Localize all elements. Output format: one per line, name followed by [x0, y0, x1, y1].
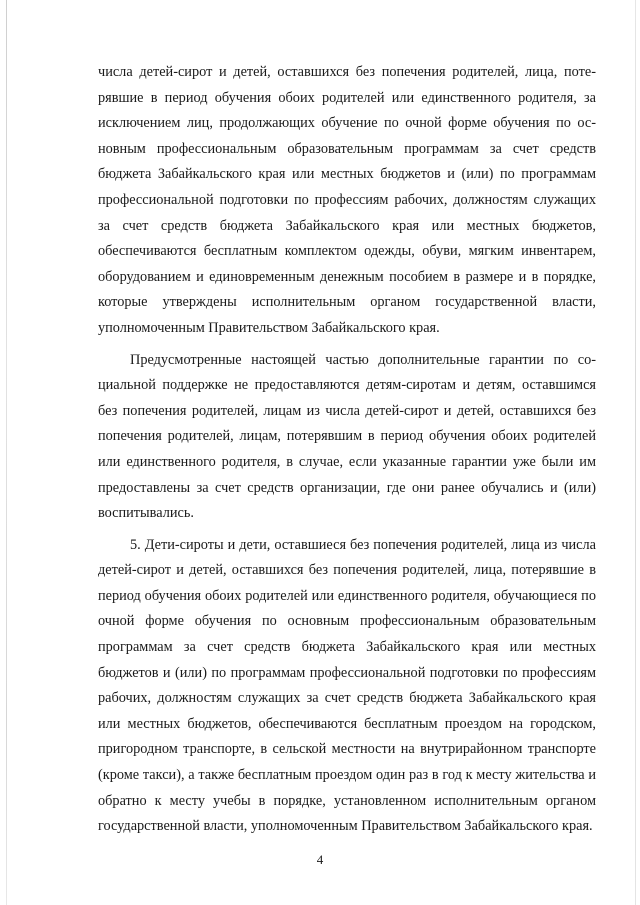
scan-edge-left [6, 0, 7, 905]
paragraph-continuation: числа детей-сирот и детей, оставшихся без попечения родителей, лица, потерявшие в период обучения обоих родителей или единственного родителя, за исключением лиц, продолжающих обучение по очной форме обучения по основным профессиональным образовательным программам за счет средств бюджета Забайкальского края или местных бюджетов и (или) по программам профессиональной подготовки по профессиям рабочих, должностям служащих за счет средств бюджета Забайкальского края или местных бюджетов, обеспечиваются бесплатным комплектом одежды, обуви, мягким инвентарем, оборудованием и единовременным денежным пособием в размере и в порядке, которые утверждены исполнительным органом государственной власти, уполномоченным Правительством Забайкальского края. [98, 64, 596, 336]
paragraph-guarantees-exception: Предусмотренные настоящей частью дополнительные гарантии по социальной поддержке не предоставляются детям-сиротам и детям, оставшимся без попечения родителей, лицам из числа детей-сирот и детей, оставшихся без попечения родителей, лицам, потерявшим в период обучения обоих родителей или единственного родителя, в случае, если указанные гарантии уже были им предоставлены за счет средств организации, где они ранее обучались и (или) воспитывались. [98, 351, 596, 522]
page-number: 4 [316, 852, 324, 867]
document-body [98, 60, 596, 840]
scan-edge-right [635, 0, 636, 905]
paragraph-clause-5: 5. Дети-сироты и дети, оставшиеся без попечения родителей, лица из числа детей-сирот и детей, оставшихся без попечения родителей, лица, потерявшие в период обучения обоих родителей или единственного родителя, обучающиеся по очной форме обучения по основным профессиональным образовательным программам за счет средств бюджета Забайкальского края или местных бюджетов и (или) по программам профессиональной подготовки по профессиям рабочих, должностям служащих за счет средств бюджета Забайкальского края или местных бюджетов, обеспечиваются бесплатным проездом на городском, пригородном транспорте, в сельской местности на внутрирайонном транспорте (кроме такси), а также бесплатным проездом один раз в год к месту жительства и обратно к месту учебы в порядке, установленном исполнительным органом государственной власти, уполномоченным Правительством Забайкальского края. [98, 536, 596, 835]
